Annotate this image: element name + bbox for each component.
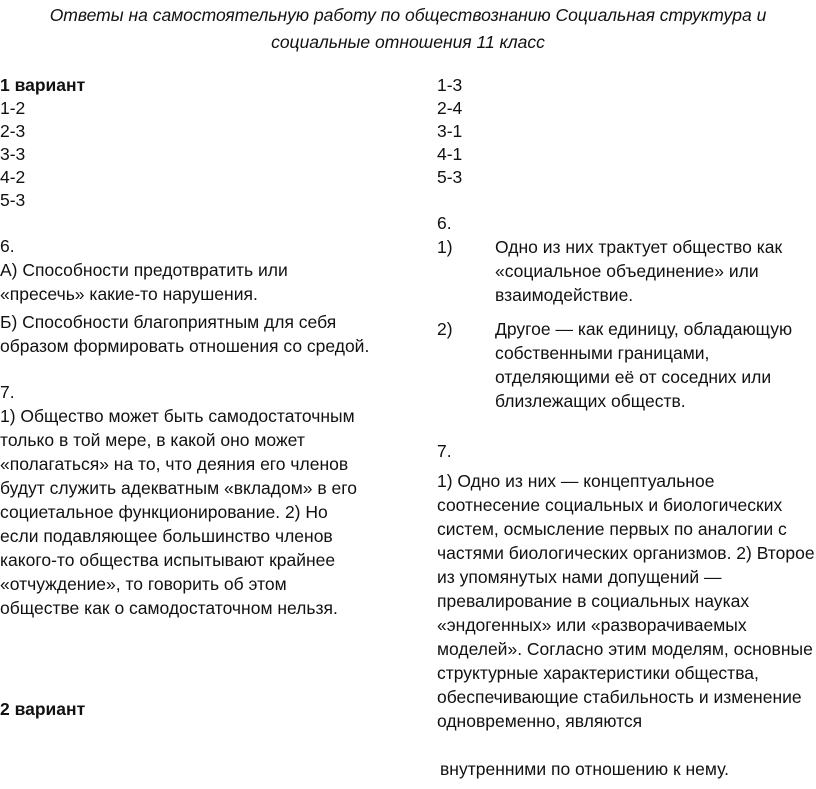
item-number: 1) (437, 237, 453, 257)
answer-3: 3-1 (437, 121, 463, 141)
question-7-number: 7. (437, 441, 452, 461)
question-6-number: 6. (0, 236, 15, 256)
answer-4: 4-1 (437, 144, 463, 164)
question-6-item-1 (437, 235, 816, 307)
answer-3: 3-3 (0, 144, 26, 164)
question-7-answer: 1) Общество может быть самодостаточным только в той мере, в какой оно может «полагаться» на то, что деяния его членов будут служить адекватным «вкладом» в его социетальное функционирование. 2) Но если подавляющее большинство членов какого-то общества испытывают крайнее «отчуждение», то говорить об этом обществе как о самодостаточном нельзя. (0, 406, 357, 618)
question-7-answer-tail: внутренними по отношению к нему. (440, 759, 729, 779)
question-7-number: 7. (0, 382, 15, 402)
left-column (0, 74, 380, 620)
answer-1: 1-2 (0, 98, 26, 118)
title-line-1: Ответы на самостоятельную работу по обществознанию Социальная структура и (49, 5, 767, 25)
item-number: 2) (437, 319, 453, 339)
question-6-item-2 (437, 317, 816, 413)
title-line-2: социальные отношения 11 класс (271, 32, 545, 52)
question-6-answer-a: А) Способности предотвратить или «пресечь» какие-то нарушения. (0, 260, 288, 304)
answer-5: 5-3 (437, 167, 463, 187)
answer-5: 5-3 (0, 190, 26, 210)
variant-2-heading: 2 вариант (0, 699, 86, 719)
answer-2: 2-3 (0, 121, 26, 141)
variant-1-heading: 1 вариант (0, 75, 86, 95)
answer-4: 4-2 (0, 167, 26, 187)
answer-1: 1-3 (437, 75, 463, 95)
page-title (0, 2, 816, 56)
item-text: Одно из них трактует общество как «социальное объединение» или взаимодействие. (495, 237, 783, 305)
item-text: Другое — как единицу, обладающую собственными границами, отделяющими её от соседних или близлежащих обществ. (495, 319, 793, 411)
question-7-answer: 1) Одно из них — концептуальное соотнесение социальных и биологических систем, осмысление первых по аналогии с частями биологических организмов. 2) Второе из упомянутых нами допущений — превалирование в социальных науках «эндогенных» или «разворачиваемых моделей». Согласно этим моделям, основные структурные характеристики общества, обеспечивающие стабильность и изменение одновременно, являются (437, 471, 815, 731)
answer-2: 2-4 (437, 98, 463, 118)
question-6-number: 6. (437, 213, 452, 233)
question-6-answer-b: Б) Способности благоприятным для себя образом формировать отношения со средой. (0, 312, 370, 356)
right-column (437, 74, 816, 733)
